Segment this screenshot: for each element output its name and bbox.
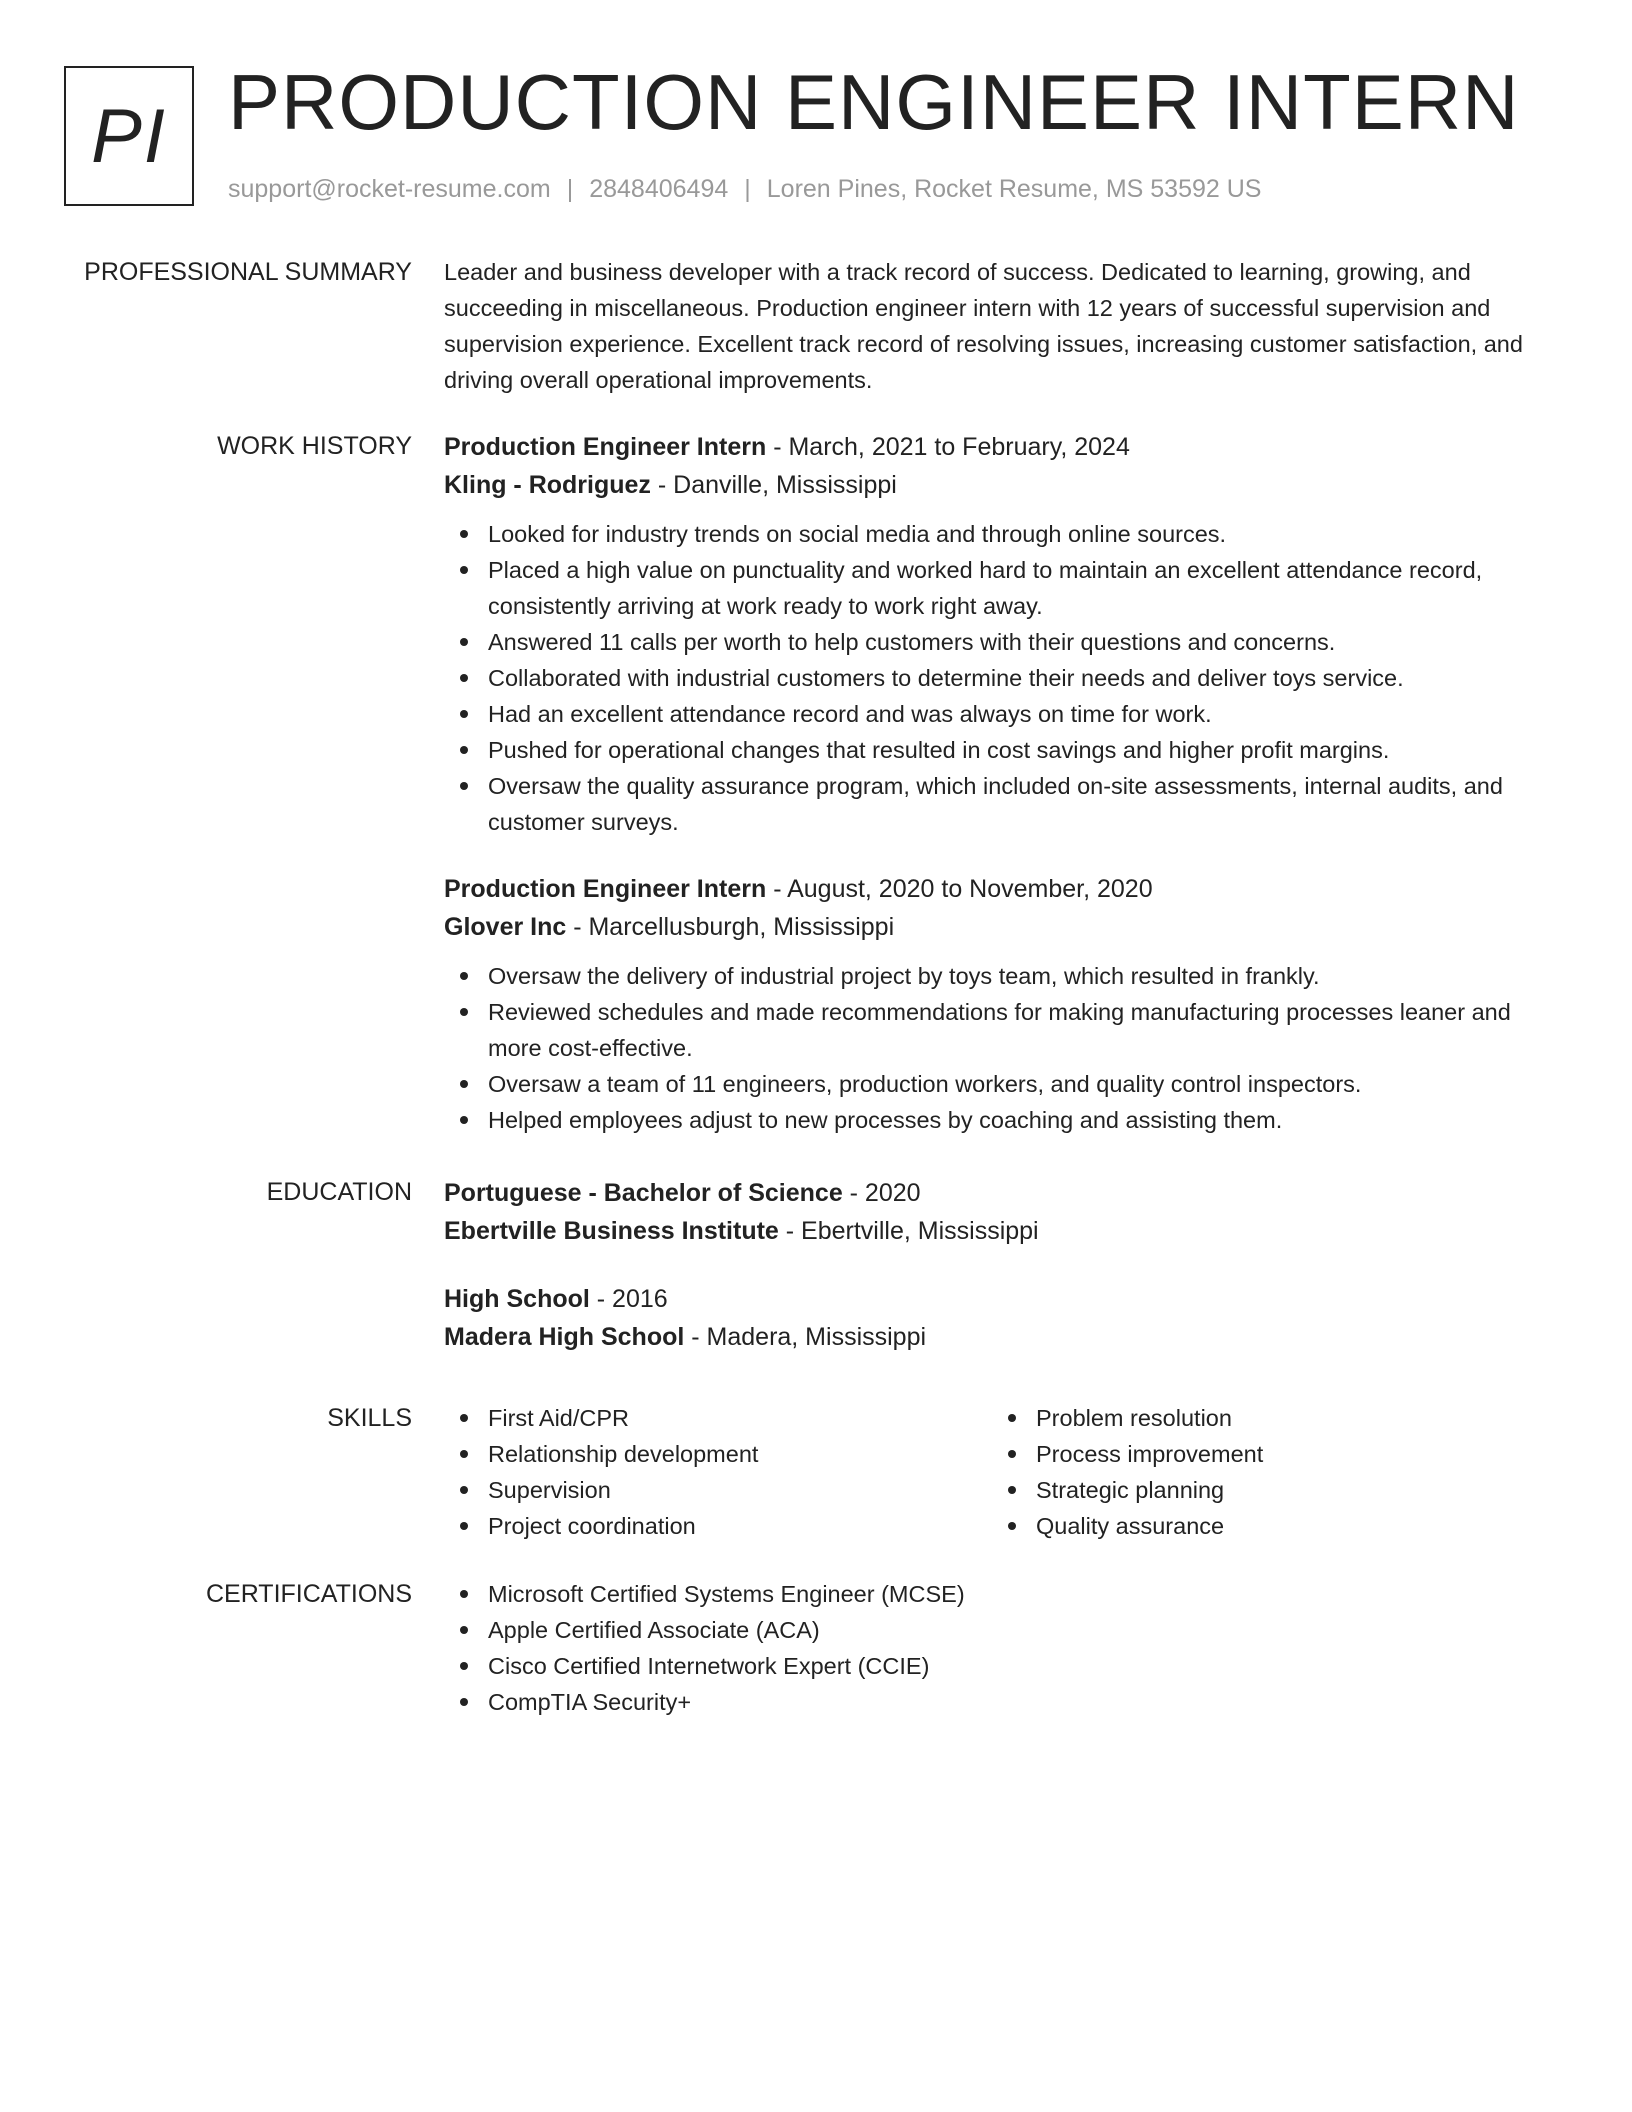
skills-list [444, 1400, 992, 1544]
skills-list [992, 1400, 1540, 1544]
job-bullet: Reviewed schedules and made recommendations for making manufacturing processes leaner and more cost-effective. [488, 994, 1560, 1066]
job-bullet: Had an excellent attendance record and was always on time for work. [488, 696, 1560, 732]
education-year: - 2020 [842, 1179, 921, 1207]
skills-body [444, 1400, 1560, 1544]
job-bullet: Collaborated with industrial customers to determine their needs and deliver toys service. [488, 660, 1560, 696]
education-school-line [444, 1318, 1560, 1356]
job-dates: - March, 2021 to February, 2024 [766, 433, 1130, 461]
work-history-body [444, 428, 1560, 1138]
monogram-initials: PI [91, 93, 167, 179]
education-body [444, 1174, 1560, 1356]
summary-text: Leader and business developer with a track record of success. Dedicated to learning, growing, and succeeding in miscellaneous. Production engineer intern with 12 years of successful supervision and supervision experience. Excellent track record of resolving issues, increasing customer satisfaction, and driving overall operational improvements. [444, 259, 1523, 393]
contact-separator: | [566, 175, 574, 203]
job-bullet: Looked for industry trends on social media and through online sources. [488, 516, 1560, 552]
job-bullet: Pushed for operational changes that resulted in cost savings and higher profit margins. [488, 732, 1560, 768]
job-bullet: Placed a high value on punctuality and worked hard to maintain an excellent attendance record, consistently arriving at work ready to work right away. [488, 552, 1560, 624]
certifications-body [444, 1576, 1560, 1720]
education-location: - Madera, Mississippi [684, 1323, 927, 1351]
job-bullet: Helped employees adjust to new processes by coaching and assisting them. [488, 1102, 1560, 1138]
contact-phone: 2848406494 [589, 175, 729, 203]
job-title: Production Engineer Intern [444, 433, 767, 461]
skills-column-left [444, 1400, 992, 1544]
skill-item: Quality assurance [1036, 1508, 1540, 1544]
job-title-line [444, 870, 1560, 908]
job-location: - Danville, Mississippi [650, 471, 897, 499]
education-year: - 2016 [589, 1285, 668, 1313]
skill-item: Strategic planning [1036, 1472, 1540, 1508]
education-school: Ebertville Business Institute [444, 1217, 779, 1245]
monogram-badge [64, 66, 194, 206]
job-dates: - August, 2020 to November, 2020 [766, 875, 1153, 903]
section-label-certifications: CERTIFICATIONS [205, 1580, 412, 1608]
job-company-line [444, 466, 1560, 504]
job-bullets [444, 958, 1560, 1138]
certification-item: Microsoft Certified Systems Engineer (MCSE) [488, 1576, 1560, 1612]
skill-item: Relationship development [488, 1436, 992, 1472]
section-label-summary: PROFESSIONAL SUMMARY [84, 258, 412, 286]
contact-address: Loren Pines, Rocket Resume, MS 53592 US [766, 175, 1262, 203]
job-company: Kling - Rodriguez [444, 471, 651, 499]
summary-body [444, 254, 1560, 398]
contact-separator: | [744, 175, 751, 203]
education-location: - Ebertville, Mississippi [778, 1217, 1039, 1245]
education-school-line [444, 1212, 1560, 1250]
candidate-name: PRODUCTION ENGINEER INTERN [228, 58, 1520, 146]
job-entry [444, 870, 1560, 1138]
skill-item: Supervision [488, 1472, 992, 1508]
job-entry [444, 428, 1560, 840]
certification-item: Apple Certified Associate (ACA) [488, 1612, 1560, 1648]
job-bullet: Oversaw a team of 11 engineers, production workers, and quality control inspectors. [488, 1066, 1560, 1102]
skills-columns [444, 1400, 1560, 1544]
skill-item: Process improvement [1036, 1436, 1540, 1472]
education-degree-line [444, 1174, 1560, 1212]
job-location: - Marcellusburgh, Mississippi [566, 913, 895, 941]
certifications-list [444, 1576, 1560, 1720]
section-label-education: EDUCATION [266, 1178, 412, 1206]
job-company: Glover Inc [444, 913, 567, 941]
certification-item: CompTIA Security+ [488, 1684, 1560, 1720]
skill-item: Problem resolution [1036, 1400, 1540, 1436]
job-bullet: Oversaw the quality assurance program, which included on-site assessments, internal audits, and customer surveys. [488, 768, 1560, 840]
job-title-line [444, 428, 1560, 466]
job-bullet: Oversaw the delivery of industrial project by toys team, which resulted in frankly. [488, 958, 1560, 994]
education-degree-line [444, 1280, 1560, 1318]
education-degree: High School [444, 1285, 590, 1313]
education-entry [444, 1280, 1560, 1356]
certification-item: Cisco Certified Internetwork Expert (CCIE) [488, 1648, 1560, 1684]
section-label-work-history: WORK HISTORY [217, 432, 412, 460]
job-company-line [444, 908, 1560, 946]
education-degree: Portuguese - Bachelor of Science [444, 1179, 843, 1207]
education-school: Madera High School [444, 1323, 685, 1351]
section-label-skills: SKILLS [327, 1404, 412, 1432]
skill-item: First Aid/CPR [488, 1400, 992, 1436]
education-entry [444, 1174, 1560, 1250]
skills-column-right [992, 1400, 1540, 1544]
contact-line [228, 174, 1261, 204]
contact-email: support@rocket-resume.com [228, 175, 551, 203]
job-title: Production Engineer Intern [444, 875, 767, 903]
job-bullets [444, 516, 1560, 840]
job-bullet: Answered 11 calls per worth to help customers with their questions and concerns. [488, 624, 1560, 660]
skill-item: Project coordination [488, 1508, 992, 1544]
